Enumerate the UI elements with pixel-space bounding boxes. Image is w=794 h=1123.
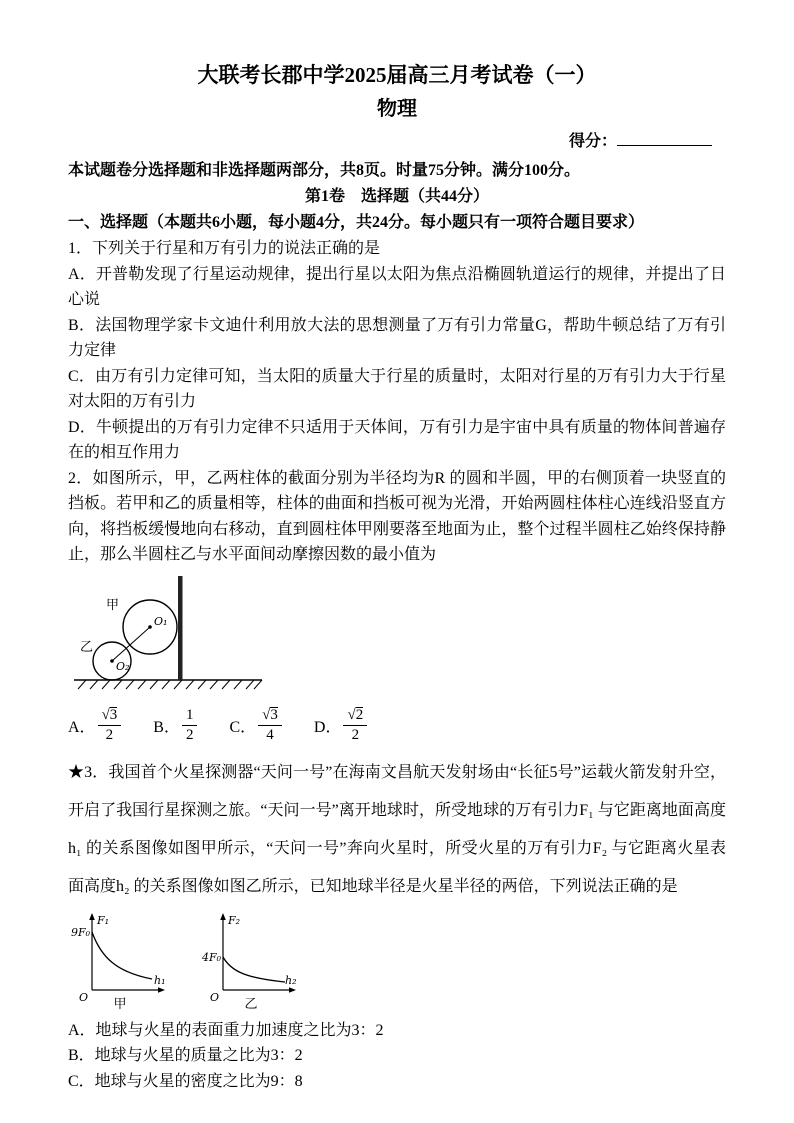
section1-title: 一、选择题（本题共6小题，每小题4分，共24分。每小题只有一项符合题目要求） [68, 214, 645, 231]
ground-hatching [78, 680, 262, 689]
exam-title: 大联考长郡中学2025届高三月考试卷（一） [197, 63, 597, 87]
q2-option-b [153, 706, 197, 745]
q2-option-a-label: A． [68, 719, 96, 736]
y-axis-arrow [89, 913, 95, 920]
vertical-board [178, 576, 183, 680]
q1-option-b: B．法国物理学家卡文迪什利用放大法的思想测量了万有引力常量G，帮助牛顿总结了万有引力定律 [68, 316, 726, 359]
q2-option-d [314, 706, 367, 745]
origin-label: O [79, 990, 89, 1004]
exam-instructions: 本试题卷分选择题和非选择题两部分，共8页。时量75分钟。满分100分。 [68, 162, 581, 179]
fraction: $\frac{√3}{2}$ [98, 706, 122, 745]
q3-figure-jia [68, 910, 173, 1010]
q2-figure-svg [72, 576, 332, 694]
q2-label-yi: 乙 [80, 639, 94, 655]
y-axis-label-f2: F₂ [228, 913, 241, 927]
q2-figure [72, 576, 726, 696]
y-mark-9f0: 9F₀ [70, 925, 90, 939]
fraction: $\frac{1}{2}$ [182, 706, 198, 745]
q1-option-d: D．牛顿提出的万有引力定律不只适用于天体间，万有引力是宇宙中具有质量的物体间普遍存在的相互作用力 [68, 418, 726, 461]
subject-title: 物理 [377, 98, 417, 120]
q1-option-c: C．由万有引力定律可知，当太阳的质量大于行星的质量时，太阳对行星的万有引力大于行星对太阳的万有引力 [68, 367, 726, 410]
score-blank-line [617, 131, 712, 146]
q2-option-c-label: C． [229, 719, 257, 736]
f1-h1-curve [92, 932, 152, 979]
fraction: $\frac{√2}{2}$ [343, 706, 367, 745]
x-axis-arrow [158, 987, 165, 993]
y-axis-arrow [220, 913, 226, 920]
q3-figure-yi [199, 910, 304, 1010]
score-label: 得分： [568, 133, 617, 150]
score-row [68, 130, 726, 154]
y-mark-4f0: 4F₀ [201, 950, 221, 964]
x-axis-label-h1: h₁ [154, 973, 166, 987]
q3-option-c: C．地球与火星的密度之比为9：8 [68, 1072, 303, 1090]
q2-label-o1: O₁ [154, 614, 168, 628]
caption-jia: 甲 [113, 996, 127, 1010]
x-axis-arrow [289, 987, 296, 993]
part1-title: 第1卷 选择题（共44分） [304, 188, 489, 205]
q2-option-b-label: B． [153, 719, 180, 736]
q1-option-a: A．开普勒发现了行星运动规律，提出行星以太阳为焦点沿椭圆轨道运行的规律，并提出了日心说 [68, 265, 726, 308]
q3-option-a: A．地球与火星的表面重力加速度之比为3：2 [68, 1021, 384, 1039]
q1-stem: 1．下列关于行星和万有引力的说法正确的是 [68, 240, 381, 257]
f2-h2-curve [223, 957, 285, 982]
caption-yi: 乙 [244, 996, 258, 1010]
q2-stem: 2．如图所示，甲，乙两柱体的截面分别为半径均为R 的圆和半圆，甲的右侧顶着一块竖直的挡板。若甲和乙的质量相等，柱体的曲面和挡板可视为光滑，开始两圆柱体柱心连线沿竖直方向，将挡板缓慢地向右移动，直到圆柱体甲刚要落至地面为止，整个过程半圆柱乙始终保持静止，那么半圆柱乙与水平面间动摩擦因数的最小值为 [68, 469, 726, 563]
q3-stem: ★3．我国首个火星探测器“天问一号”在海南文昌航天发射场由“长征5号”运载火箭发射升空，开启了我国行星探测之旅。“天问一号”离开地球时，所受地球的万有引力F₁ 与它距离地面高度h₁ 的关系图像如图甲所示，“天问一号”奔向火星时，所受火星的万有引力F₂ 与它距离火星表面高度h₂ 的关系图像如图乙所示，已知地球半径是火星半径的两倍，下列说法正确的是 [68, 763, 726, 895]
q3-figures [68, 910, 726, 1012]
q2-label-o2: O₂ [116, 659, 130, 673]
q2-option-c [229, 706, 281, 745]
q2-label-jia: 甲 [106, 597, 120, 613]
x-axis-label-h2: h₂ [285, 973, 297, 987]
q2-option-a [68, 706, 121, 745]
y-axis-label-f1: F₁ [97, 913, 110, 927]
origin-label: O [210, 990, 220, 1004]
q2-options-row [68, 704, 726, 748]
q2-option-d-label: D． [313, 719, 342, 736]
fraction: $\frac{√3}{4}$ [258, 706, 282, 745]
q3-option-b: B．地球与火星的质量之比为3：2 [68, 1047, 303, 1064]
